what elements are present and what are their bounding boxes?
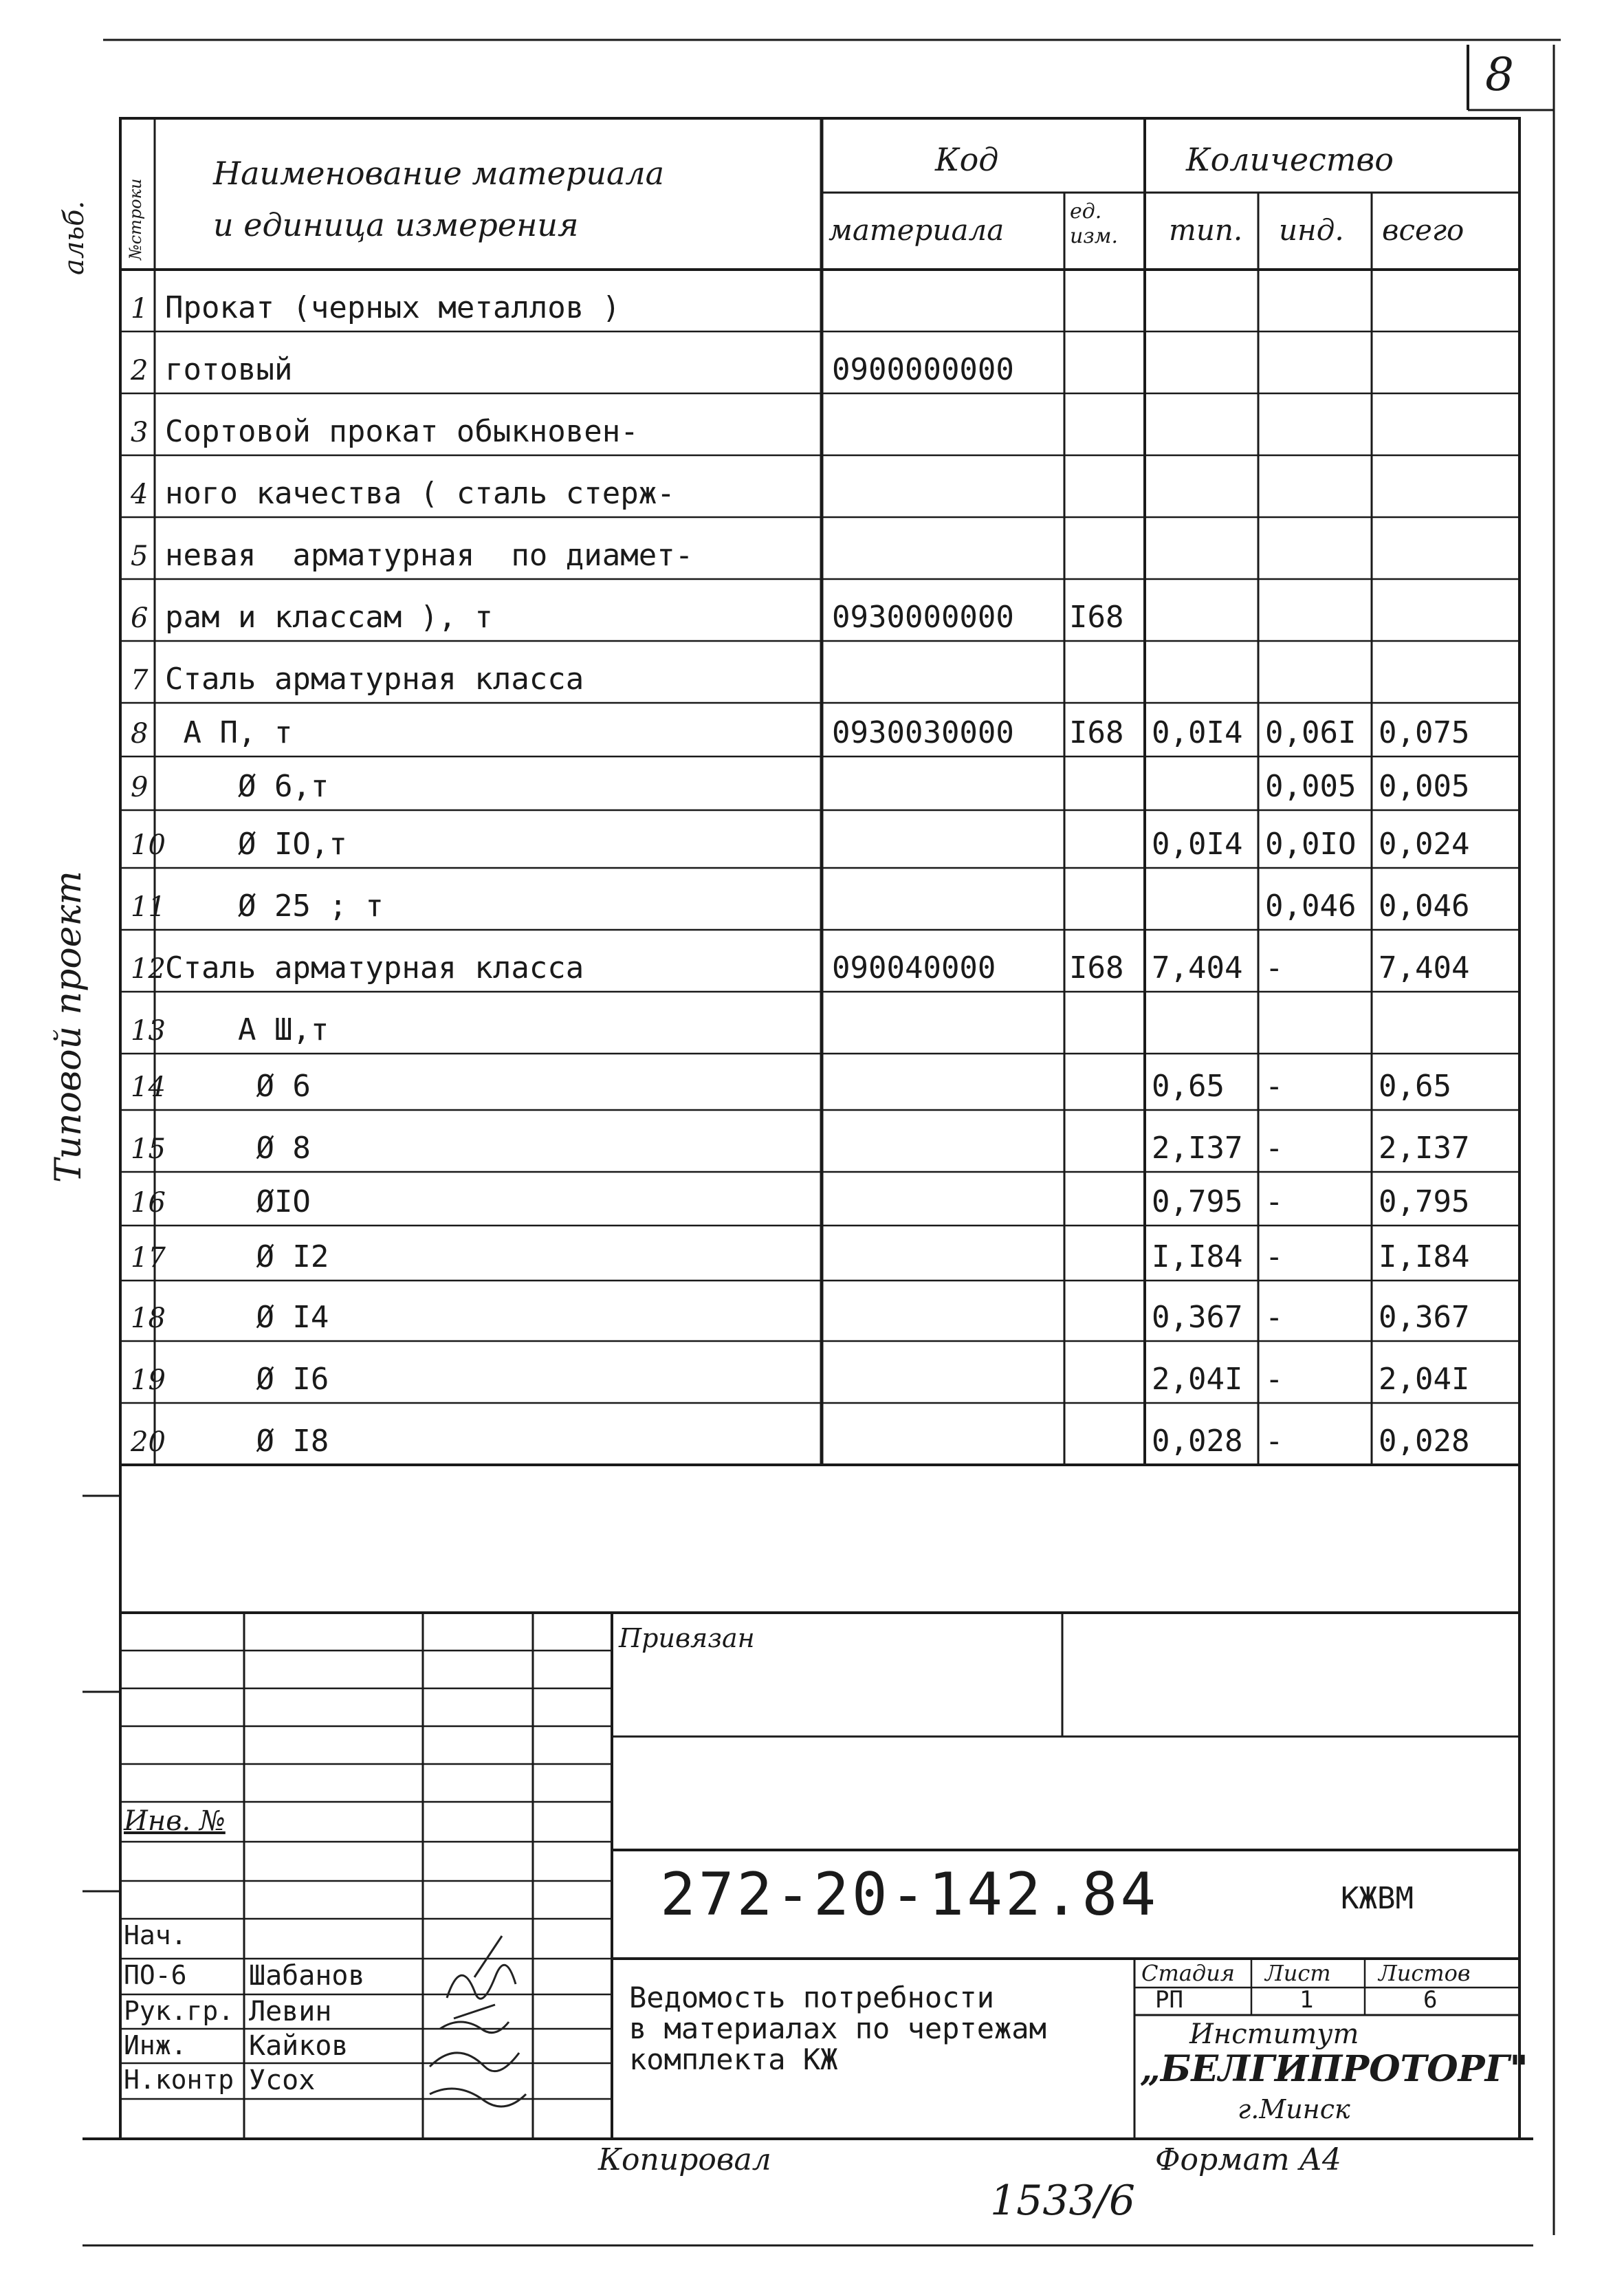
qty-total: 0,028: [1379, 1424, 1470, 1459]
material-name: готовый: [165, 352, 293, 387]
row-number: 17: [131, 1242, 166, 1274]
qty-ind: 0,005: [1265, 769, 1357, 804]
material-name: Ø I8: [165, 1424, 329, 1459]
role-person: Усох: [249, 2065, 316, 2096]
qty-total: 0,005: [1379, 769, 1470, 804]
qty-ind: -: [1265, 1184, 1284, 1219]
qty-total: 0,046: [1379, 889, 1470, 924]
row-number: 3: [131, 417, 149, 448]
material-code: 090040000: [832, 950, 996, 986]
material-name: Сталь арматурная класса: [165, 662, 584, 697]
title-line1: Ведомость потребности: [629, 1981, 995, 2014]
qty-total: 2,04I: [1379, 1362, 1470, 1397]
format-label: Формат А4: [1155, 2142, 1341, 2177]
qty-typ: 0,65: [1152, 1069, 1225, 1104]
row-number: 15: [131, 1133, 166, 1165]
title-line2: в материалах по чертежам: [629, 2012, 1046, 2045]
qty-ind: -: [1265, 1424, 1284, 1459]
header-row-num: №строки: [126, 178, 145, 260]
row-number: 9: [131, 772, 149, 803]
row-number: 10: [131, 829, 166, 861]
material-code: 0900000000: [832, 352, 1014, 387]
qty-ind: -: [1265, 950, 1284, 986]
material-name: рам и классам ), т: [165, 600, 493, 635]
signature-scribbles: [430, 1936, 526, 2107]
row-number: 5: [131, 541, 149, 572]
material-name: Ø I2: [165, 1239, 329, 1274]
unit-code: I68: [1069, 600, 1124, 635]
material-name: Прокат (черных металлов ): [165, 290, 621, 325]
material-name: Ø I4: [165, 1300, 329, 1335]
qty-typ: 2,04I: [1152, 1362, 1243, 1397]
qty-ind: -: [1265, 1069, 1284, 1104]
qty-ind: 0,046: [1265, 889, 1357, 924]
material-code: 0930030000: [832, 715, 1014, 750]
role-person: Левин: [249, 1996, 332, 2027]
title-line3: комплекта КЖ: [629, 2043, 838, 2076]
qty-typ: 2,I37: [1152, 1131, 1243, 1166]
qty-typ: 7,404: [1152, 950, 1243, 986]
row-number: 4: [131, 479, 149, 510]
side-label-top: альб.: [58, 200, 90, 275]
header-code: Код: [935, 141, 999, 178]
org-line3: г.Минск: [1238, 2094, 1350, 2124]
sheets-value: 6: [1423, 1986, 1438, 2014]
role-title: Н.контр: [124, 2065, 234, 2095]
role-title: Инж.: [124, 2030, 187, 2060]
material-name: А П, т: [165, 715, 293, 750]
stage-label: Стадия: [1141, 1960, 1235, 1986]
sheets-label: Листов: [1379, 1960, 1471, 1986]
inv-no-label: Инв. №: [124, 1805, 226, 1837]
qty-total: 0,367: [1379, 1300, 1470, 1335]
row-number: 18: [131, 1303, 166, 1334]
material-name: Ø IO,т: [165, 827, 347, 862]
header-name-line2: и единица измерения: [213, 206, 579, 243]
role-person: Шабанов: [249, 1960, 365, 1992]
header-q-ind: инд.: [1279, 213, 1344, 247]
qty-total: 0,65: [1379, 1069, 1451, 1104]
qty-ind: -: [1265, 1239, 1284, 1274]
header-code-unit: ед. изм.: [1070, 199, 1119, 248]
qty-ind: -: [1265, 1131, 1284, 1166]
org-line2: „БЕЛГИПРОТОРГ": [1140, 2048, 1528, 2090]
qty-total: I,I84: [1379, 1239, 1470, 1274]
role-title: Нач.: [124, 1920, 187, 1950]
material-name: невая арматурная по диамет-: [165, 538, 694, 573]
org-line1: Институт: [1189, 2018, 1359, 2050]
header-q-typ: тип.: [1169, 213, 1243, 247]
unit-code: I68: [1069, 950, 1124, 986]
page-number: 8: [1485, 48, 1514, 101]
qty-typ: 0,028: [1152, 1424, 1243, 1459]
header-name-line1: Наименование материала: [213, 155, 665, 192]
row-number: 14: [131, 1071, 166, 1103]
qty-typ: I,I84: [1152, 1239, 1243, 1274]
header-code-material: материала: [829, 213, 1005, 247]
material-name: А Ш,т: [165, 1012, 329, 1047]
qty-typ: 0,795: [1152, 1184, 1243, 1219]
material-name: Ø I6: [165, 1362, 329, 1397]
stage-value: РП: [1155, 1986, 1183, 2014]
material-name: Ø 8: [165, 1131, 311, 1166]
material-name: ØIO: [165, 1184, 311, 1219]
archive-number: 1533/6: [990, 2177, 1136, 2225]
material-name: Ø 6,т: [165, 769, 329, 804]
qty-ind: -: [1265, 1300, 1284, 1335]
row-number: 12: [131, 953, 166, 985]
qty-ind: 0,0IO: [1265, 827, 1357, 862]
material-name: Ø 25 ; т: [165, 889, 384, 924]
qty-typ: 0,0I4: [1152, 827, 1243, 862]
material-name: Сортовой прокат обыкновен-: [165, 414, 639, 449]
row-number: 16: [131, 1187, 166, 1219]
row-number: 6: [131, 602, 149, 634]
role-title: ПО-6: [124, 1960, 187, 1990]
row-number: 7: [131, 664, 149, 696]
row-number: 19: [131, 1364, 166, 1396]
copied-label: Копировал: [598, 2142, 771, 2177]
row-number: 13: [131, 1015, 166, 1047]
qty-total: 0,075: [1379, 715, 1470, 750]
row-number: 20: [131, 1426, 166, 1458]
unit-code: I68: [1069, 715, 1124, 750]
material-name: Сталь арматурная класса: [165, 950, 584, 986]
role-title: Рук.гр.: [124, 1996, 234, 2026]
qty-typ: 0,367: [1152, 1300, 1243, 1335]
qty-total: 2,I37: [1379, 1131, 1470, 1166]
privyazan-label: Привязан: [619, 1623, 755, 1653]
qty-ind: -: [1265, 1362, 1284, 1397]
header-quantity: Количество: [1186, 141, 1394, 178]
material-name: Ø 6: [165, 1069, 311, 1104]
row-number: 11: [131, 891, 166, 923]
qty-typ: 0,0I4: [1152, 715, 1243, 750]
document-code: КЖВМ: [1341, 1881, 1414, 1916]
row-number: 1: [131, 293, 149, 325]
side-label: Типовой проект: [48, 871, 89, 1183]
row-number: 2: [131, 355, 149, 387]
document-number: 272-20-142.84: [660, 1860, 1159, 1929]
qty-total: 0,795: [1379, 1184, 1470, 1219]
sheet-value: 1: [1299, 1986, 1314, 2014]
role-person: Кайков: [249, 2030, 349, 2062]
qty-total: 0,024: [1379, 827, 1470, 862]
material-code: 0930000000: [832, 600, 1014, 635]
material-name: ного качества ( сталь стерж-: [165, 476, 675, 511]
header-q-total: всего: [1382, 213, 1464, 247]
qty-total: 7,404: [1379, 950, 1470, 986]
row-number: 8: [131, 718, 149, 750]
qty-ind: 0,06I: [1265, 715, 1357, 750]
sheet-label: Лист: [1265, 1960, 1331, 1986]
